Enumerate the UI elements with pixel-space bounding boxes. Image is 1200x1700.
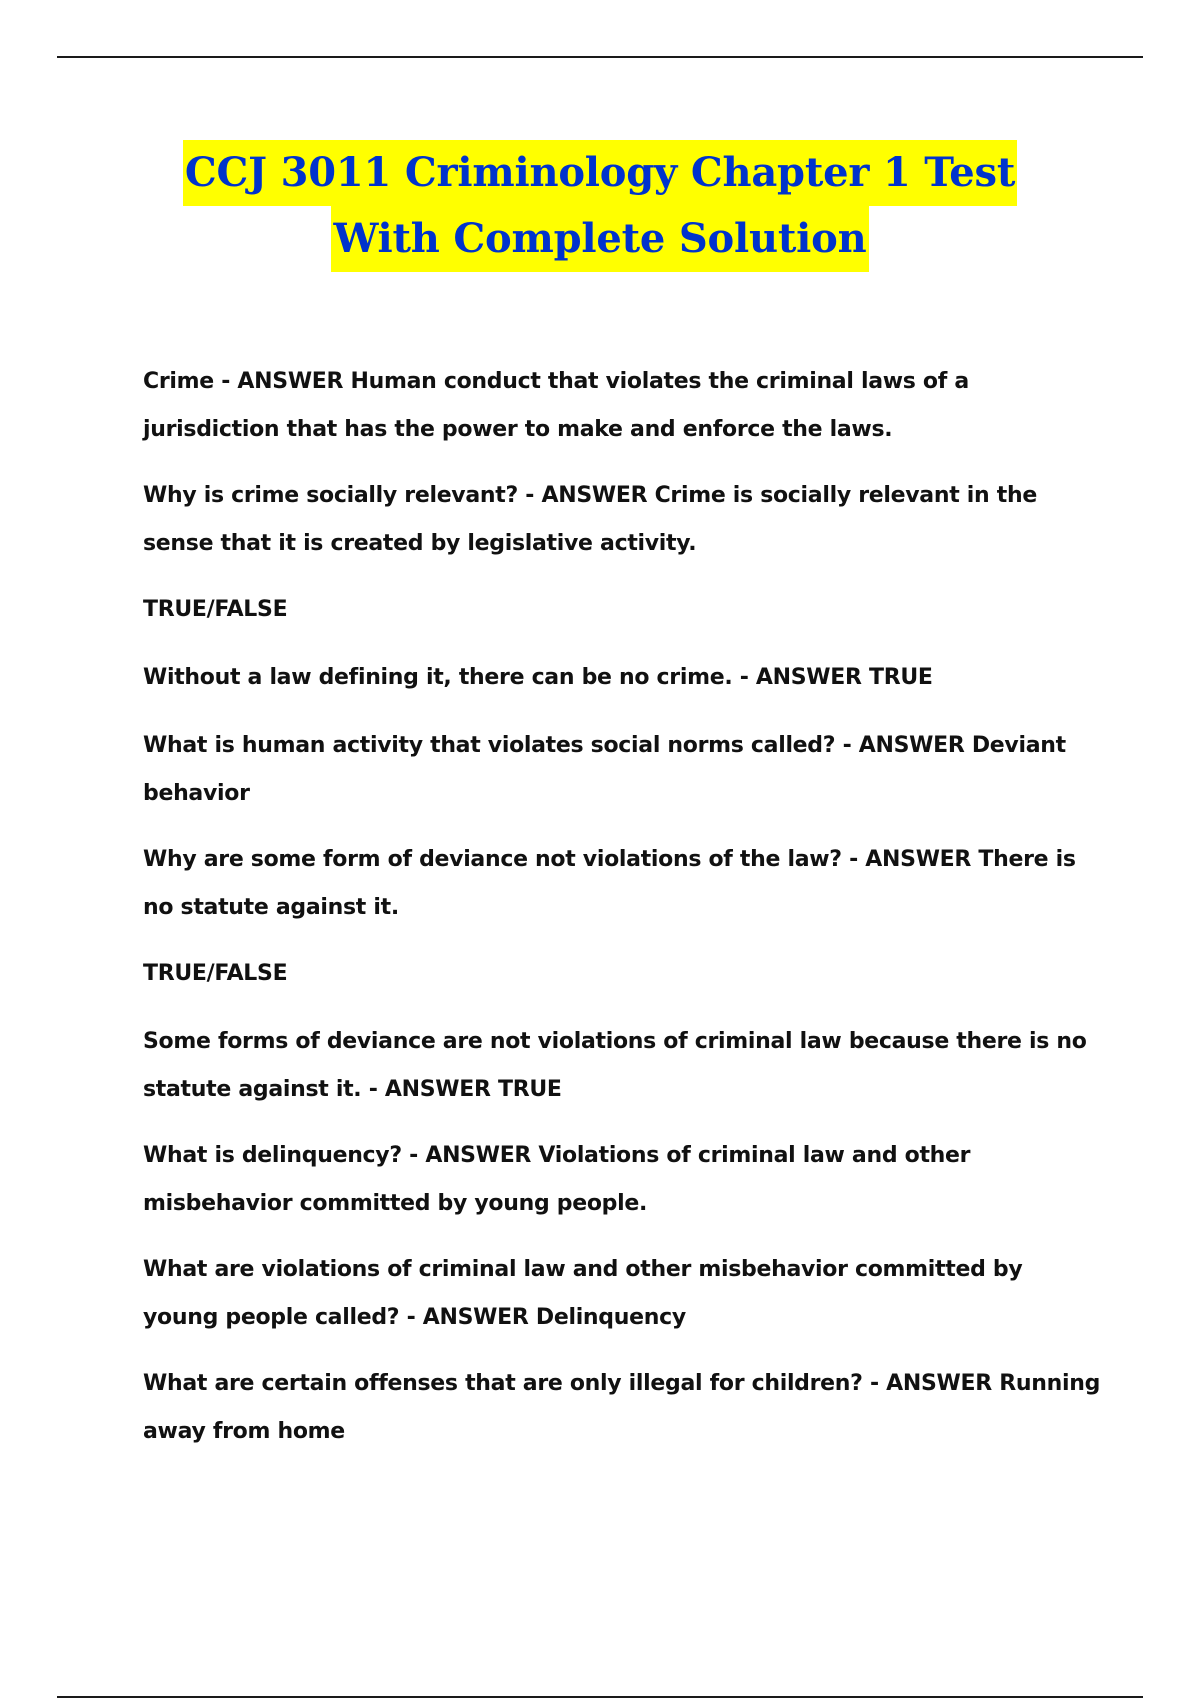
qa-paragraph-delinquency: What is delinquency? - ANSWER Violations of criminal law and other misbehavior committed by young people. bbox=[143, 1143, 971, 1216]
document-title bbox=[0, 140, 1200, 272]
qa-paragraph-social-relevance: Why is crime socially relevant? - ANSWER Crime is socially relevant in the sense that it is created by legislative activity. bbox=[143, 483, 1037, 556]
qa-paragraph-deviance-statute: Some forms of deviance are not violations of criminal law because there is no statute against it. - ANSWER TRUE bbox=[143, 1029, 1087, 1102]
title-line-2: With Complete Solution bbox=[331, 206, 868, 272]
qa-paragraph-deviant-behavior: What is human activity that violates social norms called? - ANSWER Deviant behavior bbox=[143, 733, 1066, 806]
section-label-true-false: TRUE/FALSE bbox=[143, 597, 288, 622]
qa-paragraph-law-defining: Without a law defining it, there can be no crime. - ANSWER TRUE bbox=[143, 665, 933, 690]
document-body bbox=[143, 358, 1103, 1474]
title-line-1: CCJ 3011 Criminology Chapter 1 Test bbox=[183, 140, 1017, 206]
bottom-rule bbox=[57, 1696, 1143, 1698]
qa-paragraph-crime: Crime - ANSWER Human conduct that violates the criminal laws of a jurisdiction that has the power to make and enforce the laws. bbox=[143, 369, 969, 442]
qa-paragraph-deviance-not-violation: Why are some form of deviance not violations of the law? - ANSWER There is no statute against it. bbox=[143, 847, 1076, 920]
section-label-true-false-2: TRUE/FALSE bbox=[143, 961, 288, 986]
top-rule bbox=[57, 56, 1143, 58]
qa-paragraph-delinquency-called: What are violations of criminal law and other misbehavior committed by young people called? - ANSWER Delinquency bbox=[143, 1257, 1023, 1330]
qa-paragraph-status-offenses: What are certain offenses that are only illegal for children? - ANSWER Running away from home bbox=[143, 1371, 1101, 1444]
